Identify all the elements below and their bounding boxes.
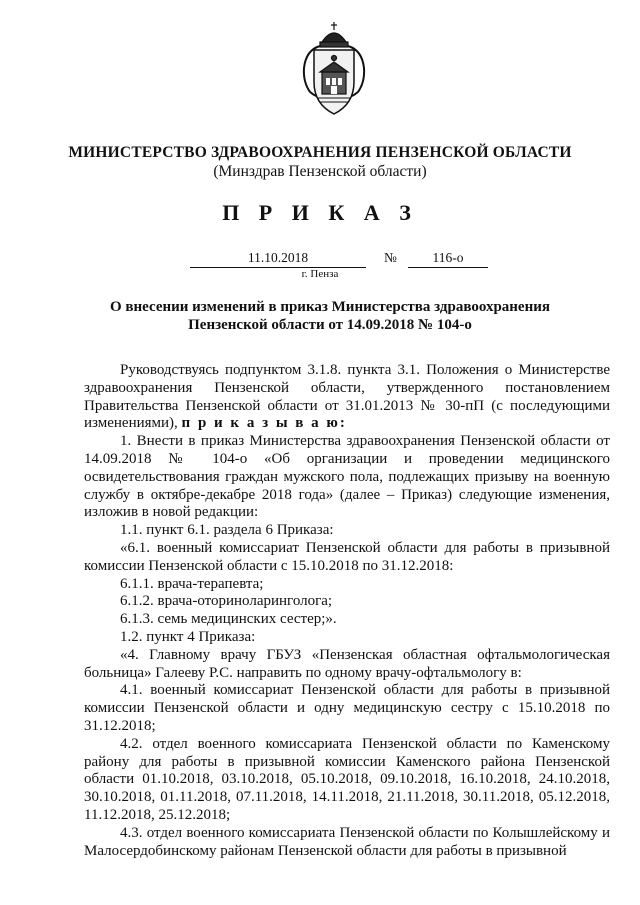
order-number: 116-о (408, 250, 488, 268)
paragraph: 4.3. отдел военного комиссариата Пензенской области по Колышлейскому и Малосердобинскому районам Пензенской области для работы в призывной (84, 824, 610, 859)
paragraph: 6.1.2. врача-оториноларинголога; (120, 593, 333, 610)
paragraph: «4. Главному врачу ГБУЗ «Пензенская областная офтальмологическая больница» Галееву Р.С. направить по одному врачу-офтальмологу в: (84, 646, 610, 681)
preamble-text: Руководствуясь подпунктом 3.1.8. пункта 3.1. Положения о Министерстве здравоохранения Пензенской области, утвержденного постановлением Правительства Пензенской области от 31.01.2013 № 30-пП (с последующими изменениями), (84, 362, 610, 432)
date-number-line (0, 250, 640, 270)
order-date: 11.10.2018 (190, 250, 366, 268)
paragraph: «6.1. военный комиссариат Пензенской области для работы в призывной комиссии Пензенской области с 15.10.2018 по 31.12.2018: (84, 539, 610, 574)
coat-of-arms-emblem (298, 20, 370, 120)
order-title-line-1: О внесении изменений в приказ Министерства здравоохранения (109, 299, 550, 315)
order-body (84, 362, 610, 860)
order-title-line-2: Пензенской области от 14.09.2018 № 104-о (188, 317, 472, 333)
paragraph: 6.1.3. семь медицинских сестер;». (120, 611, 337, 628)
order-title (90, 298, 570, 334)
order-word: п р и к а з ы в а ю: (181, 415, 347, 432)
paragraph: 6.1.1. врача-терапевта; (120, 575, 264, 592)
ministry-name: МИНИСТЕРСТВО ЗДРАВООХРАНЕНИЯ ПЕНЗЕНСКОЙ ОБЛАСТИ (68, 144, 572, 161)
paragraph: 4.2. отдел военного комиссариата Пензенской области по Каменскому району для работы в призывной комиссии Каменского района Пензенской области 01.10.2018, 03.10.2018, 05.10.2018, 09.10.2018, 16.10.2018, 24.10.2018, 30.10.2018, 01.11.2018, 07.11.2018, 14.11.2018, 21.11.2018, 30.11.2018, 05.12.2018, 11.12.2018, 25.12.2018; (84, 735, 610, 823)
city-label: г. Пенза (301, 268, 339, 280)
paragraph: 1.1. пункт 6.1. раздела 6 Приказа: (120, 522, 334, 539)
paragraph-preamble (84, 362, 610, 433)
number-sign: № (384, 250, 397, 265)
document-type-heading: П Р И К А З (222, 200, 418, 225)
paragraph: 4.1. военный комиссариат Пензенской области для работы в призывной комиссии Пензенской области и одну медицинскую сестру с 15.10.2018 по 31.12.2018; (84, 682, 610, 734)
ministry-short-name: (Минздрав Пензенской области) (213, 163, 427, 180)
paragraph: 1. Внести в приказ Министерства здравоохранения Пензенской области от 14.09.2018 № 104-о «Об организации и проведении медицинского освидетельствования граждан мужского пола, подлежащих призыву на военную службу в октябре-декабре 2018 года» (далее – Приказ) следующие изменения, изложив в новой редакции: (84, 433, 610, 521)
paragraph: 1.2. пункт 4 Приказа: (120, 628, 256, 645)
